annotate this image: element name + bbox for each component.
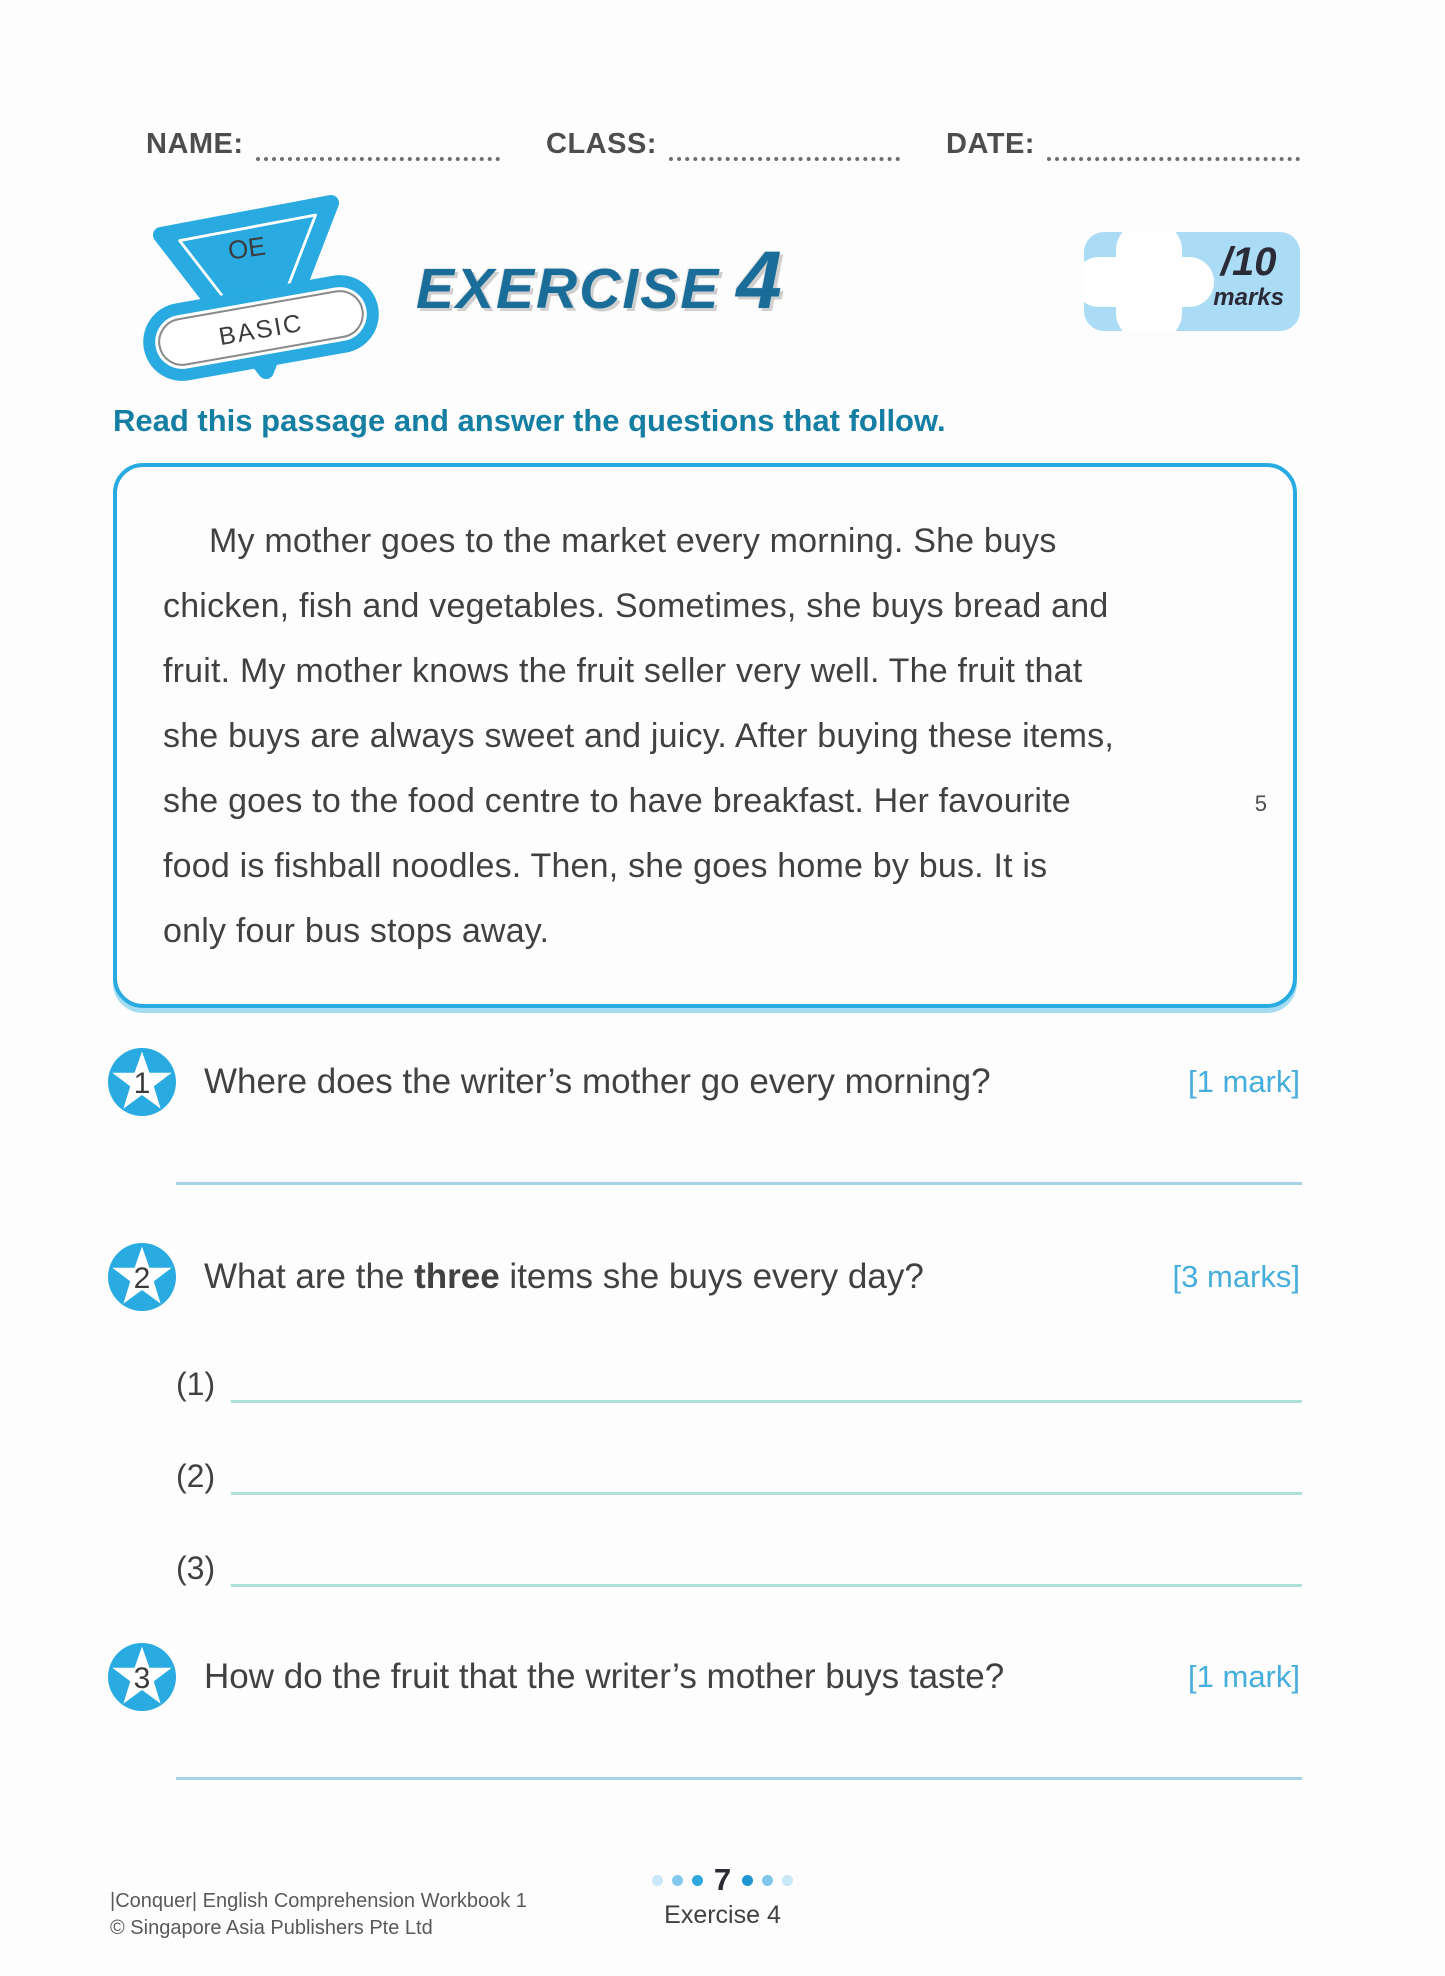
question-1-text: Where does the writer’s mother go every morning?: [204, 1062, 991, 1101]
marks-text: [1213, 240, 1284, 312]
question-1-marks: [1 mark]: [1188, 1064, 1300, 1099]
question-2-star-badge: [108, 1243, 176, 1311]
passage-line: she buys are always sweet and juicy. After buying these items,: [163, 717, 1115, 755]
title-word: EXERCISE: [416, 257, 721, 321]
question-3-marks: [1 mark]: [1188, 1659, 1300, 1694]
svg-text:BASIC: BASIC: [216, 308, 306, 352]
sub-answer-label-3: (3): [176, 1550, 216, 1586]
dot-icon: [652, 1875, 663, 1886]
class-field-group: [546, 128, 900, 161]
sub-answer-label-1: (1): [176, 1366, 216, 1402]
passage-line: she goes to the food centre to have breakfast. Her favourite: [163, 782, 1071, 820]
question-2-text-suffix: items she buys every day?: [499, 1257, 924, 1296]
question-2-answer-line-3[interactable]: [231, 1547, 1302, 1587]
marks-total: /10: [1220, 239, 1277, 284]
passage-box: [113, 463, 1297, 1008]
sub-answer-label-2: (2): [176, 1458, 216, 1494]
title-row: [136, 175, 1300, 387]
score-blank-icon[interactable]: [1084, 232, 1216, 331]
dot-icon: [692, 1875, 703, 1886]
passage-line: My mother goes to the market every morning. She buys: [209, 522, 1057, 560]
page-number: 7: [713, 1862, 732, 1897]
date-label: DATE:: [946, 128, 1035, 160]
book-title: |Conquer| English Comprehension Workbook 1: [110, 1890, 527, 1912]
question-2-answer-line-2[interactable]: [231, 1455, 1302, 1495]
name-label: NAME:: [146, 128, 244, 160]
dot-icon: [672, 1875, 683, 1886]
svg-text:OE: OE: [226, 230, 268, 266]
class-input-line[interactable]: [669, 135, 900, 161]
instruction-text: Read this passage and answer the questions that follow.: [113, 403, 946, 438]
question-1-number: 1: [133, 1067, 151, 1100]
question-2-text: [204, 1257, 924, 1297]
question-3-answer-line[interactable]: [176, 1777, 1302, 1780]
passage-line: chicken, fish and vegetables. Sometimes, she buys bread and: [163, 587, 1109, 625]
question-2-text-prefix: What are the: [204, 1257, 415, 1296]
question-3-star-badge: [108, 1643, 176, 1711]
dot-icon: [782, 1875, 793, 1886]
question-2-number: 2: [133, 1262, 151, 1295]
question-2-text-bold: three: [414, 1257, 500, 1296]
page-title: [416, 234, 784, 328]
date-input-line[interactable]: [1047, 135, 1300, 161]
question-3-number: 3: [133, 1662, 151, 1695]
passage-line: only four bus stops away.: [163, 912, 550, 950]
date-field-group: [946, 128, 1300, 161]
question-2-marks: [3 marks]: [1172, 1259, 1300, 1294]
question-2-answer-line-1[interactable]: [231, 1363, 1302, 1403]
title-number: 4: [736, 235, 784, 326]
question-1-row: [108, 1048, 1300, 1116]
question-2-answer-row-1: [176, 1363, 1302, 1403]
dot-icon: [742, 1875, 753, 1886]
book-footer: [110, 1888, 527, 1942]
header-fields: [146, 128, 1300, 161]
footer-exercise-label: Exercise 4: [664, 1901, 781, 1929]
question-1-star-badge: [108, 1048, 176, 1116]
passage-line: food is fishball noodles. Then, she goes home by bus. It is: [163, 847, 1048, 885]
class-label: CLASS:: [546, 128, 657, 160]
question-3-text: How do the fruit that the writer’s mother buys taste?: [204, 1657, 1005, 1696]
question-3-row: [108, 1643, 1300, 1711]
line-number-marker: 5: [1254, 791, 1267, 816]
oe-basic-logo-icon: [136, 175, 388, 387]
question-1-answer-line[interactable]: [176, 1182, 1302, 1185]
dot-icon: [762, 1875, 773, 1886]
marks-unit: marks: [1213, 283, 1284, 311]
question-2-answer-row-3: [176, 1547, 1302, 1587]
copyright-text: © Singapore Asia Publishers Pte Ltd: [110, 1917, 433, 1939]
passage-line: fruit. My mother knows the fruit seller very well. The fruit that: [163, 652, 1083, 690]
name-field-group: [146, 128, 500, 161]
question-2-answer-row-2: [176, 1455, 1302, 1495]
question-2-row: [108, 1243, 1300, 1311]
name-input-line[interactable]: [256, 135, 500, 161]
marks-badge: [1084, 232, 1300, 331]
